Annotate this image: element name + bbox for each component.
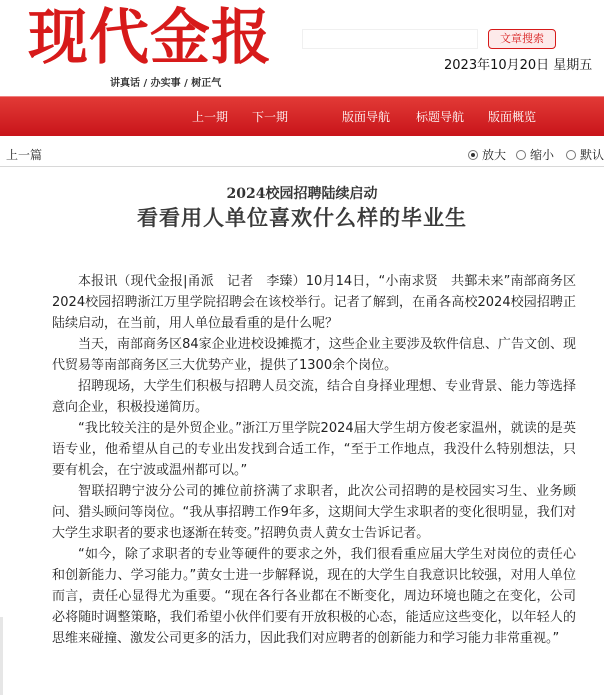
nav-next-issue[interactable]: 下一期 (252, 110, 289, 124)
search-input[interactable] (302, 29, 478, 49)
article-toolbar (0, 141, 604, 167)
font-size-enlarge[interactable] (468, 146, 506, 163)
issue-date: 2023年10月20日 星期五 (444, 58, 593, 73)
nav-page-navigation[interactable]: 版面导航 (342, 110, 391, 124)
article-paragraph: 智联招聘宁波分公司的摊位前挤满了求职者，此次公司招聘的是校园实习生、业务顾问、猎头顾问等岗位。“我从事招聘工作9年多，这期间大学生求职者的变化很明显，我们对大学生求职者的要求也逐渐在转变。”招聘负责人黄女士告诉记者。 (52, 484, 576, 541)
nav-page-overview[interactable]: 版面概览 (488, 110, 537, 124)
font-size-shrink[interactable] (516, 146, 554, 163)
article-headline: 看看用人单位喜欢什么样的毕业生 (137, 205, 467, 230)
nav-bar (0, 96, 604, 136)
font-size-label: 默认 (580, 148, 604, 162)
font-size-label: 放大 (482, 148, 507, 162)
page-edge-divider (0, 617, 3, 695)
article-subtitle: 2024校园招聘陆续启动 (226, 186, 378, 202)
font-size-label: 缩小 (530, 148, 555, 162)
nav-prev-issue[interactable]: 上一期 (192, 110, 229, 124)
nav-title-navigation[interactable]: 标题导航 (416, 110, 465, 124)
article-paragraph: “如今，除了求职者的专业等硬件的要求之外，我们很看重应届大学生对岗位的责任心和创新能力、学习能力。”黄女士进一步解释说，现在的大学生自我意识比较强，对用人单位而言，责任心显得尤为重要。“现在各行各业都在不断变化，周边环境也随之在变化，公司必将随时调整策略，我们希望小伙伴们要有开放积极的心态，能适应这些变化，以年轻人的思维来碰撞、激发公司更多的活力，因此我们对应聘者的创新能力和学习能力非常重视。” (52, 547, 576, 646)
article-paragraph: 招聘现场，大学生们积极与招聘人员交流，结合自身择业理想、专业背景、能力等选择意向企业，积极投递简历。 (52, 379, 576, 415)
radio-selected-icon[interactable] (468, 150, 478, 160)
article-body (52, 271, 576, 649)
radio-icon[interactable] (566, 150, 576, 160)
radio-icon[interactable] (516, 150, 526, 160)
font-size-default[interactable] (566, 146, 604, 163)
article-paragraph: “我比较关注的是外贸企业。”浙江万里学院2024届大学生胡方俊老家温州，就读的是英语专业，他希望从自己的专业出发找到合适工作，“至于工作地点，我没什么特别想法，只要有机会，在宁波或温州都可以。” (52, 421, 576, 478)
prev-article-link[interactable]: 上一篇 (6, 148, 43, 162)
article-paragraph: 本报讯（现代金报|甬派 记者 李臻）10月14日，“小南求贤 共鄞未来”南部商务区2024校园招聘浙江万里学院招聘会在该校举行。记者了解到，在甬各高校2024校园招聘正陆续启动，在当前，用人单位最看重的是什么呢？ (52, 274, 576, 331)
newspaper-logo[interactable]: 现代金报 (28, 3, 272, 73)
article-paragraph: 当天，南部商务区84家企业进校设摊揽才，这些企业主要涉及软件信息、广告文创、现代贸易等南部商务区三大优势产业，提供了1300余个岗位。 (52, 337, 576, 373)
slogan: 讲真话 / 办实事 / 树正气 (110, 78, 222, 89)
masthead (0, 0, 604, 96)
article-search-button[interactable]: 文章搜索 (488, 29, 556, 49)
